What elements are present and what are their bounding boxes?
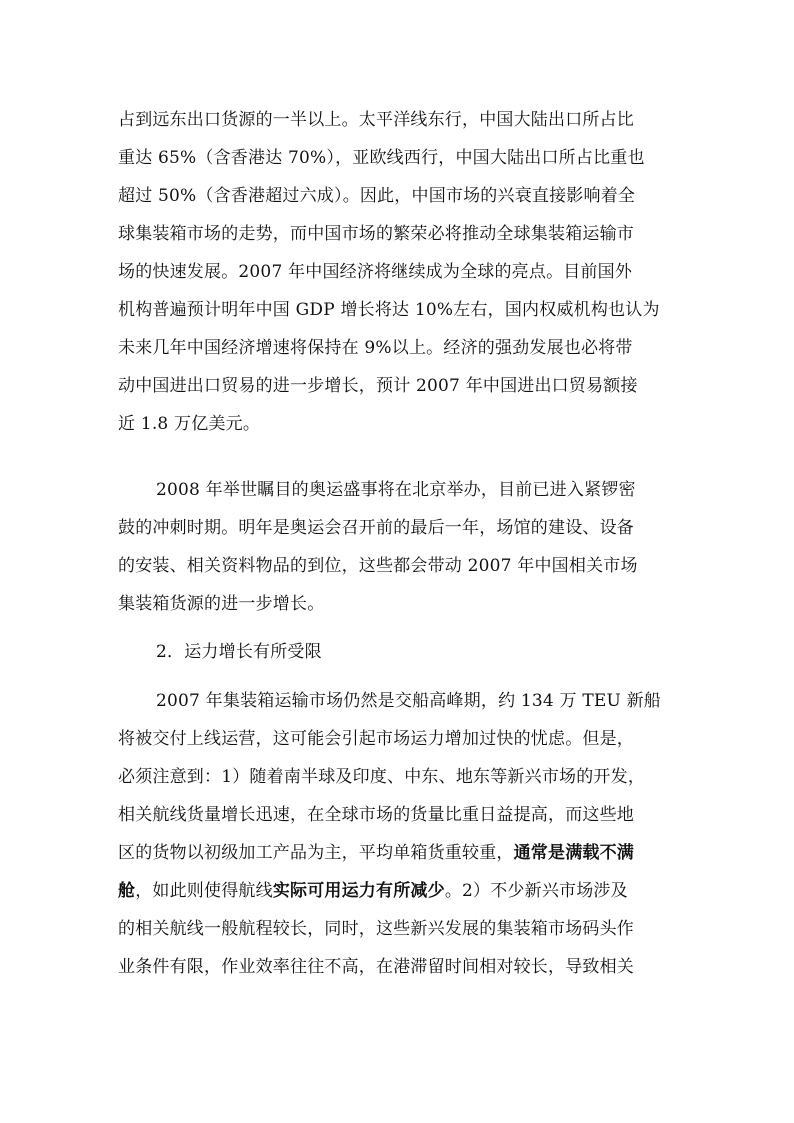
emphasis-text: 舱 (118, 881, 136, 901)
section-heading: 2．运力增长有所受限 (156, 642, 322, 662)
paragraph-2-line: 2008 年举世瞩目的奥运盛事将在北京举办，目前已进入紧锣密 (156, 480, 636, 500)
paragraph-1-line: 机构普遍预计明年中国 GDP 增长将达 10%左右，国内权威机构也认为 (118, 300, 660, 320)
paragraph-3-line: 必须注意到：1）随着南半球及印度、中东、地东等新兴市场的开发， (118, 767, 646, 787)
paragraph-1-line: 动中国进出口贸易的进一步增长，预计 2007 年中国进出口贸易额接 (118, 376, 638, 396)
emphasis-text: 实际可用运力有所减少 (272, 881, 445, 901)
paragraph-1-line: 场的快速发展。2007 年中国经济将继续成为全球的亮点。目前国外 (118, 262, 633, 282)
paragraph-1-line: 近 1.8 万亿美元。 (118, 414, 261, 434)
paragraph-1-line: 球集装箱市场的走势，而中国市场的繁荣必将推动全球集装箱运输市 (118, 224, 634, 244)
paragraph-1-line: 超过 50%（含香港超过六成）。因此，中国市场的兴衰直接影响着全 (118, 186, 636, 206)
emphasis-text: 通常是满载不满 (513, 843, 635, 863)
body-text: 区的货物以初级加工产品为主，平均单箱货重较重， (118, 843, 514, 863)
paragraph-1-line: 未来几年中国经济增速将保持在 9%以上。经济的强劲发展也必将带 (118, 338, 633, 358)
paragraph-2-line: 集装箱货源的进一步增长。 (118, 594, 325, 614)
paragraph-3-line: 将被交付上线运营，这可能会引起市场运力增加过快的忧虑。但是， (118, 729, 634, 749)
paragraph-3-line: 的相关航线一般航程较长，同时，这些新兴发展的集装箱市场码头作 (118, 919, 634, 939)
paragraph-3-line: 相关航线货量增长迅速，在全球市场的货量比重日益提高，而这些地 (118, 805, 634, 825)
paragraph-2-line: 鼓的冲刺时期。明年是奥运会召开前的最后一年，场馆的建设、设备 (118, 518, 634, 538)
body-text: 。2）不少新兴市场涉及 (444, 881, 628, 901)
paragraph-3-line (118, 838, 678, 868)
paragraph-1-line: 占到远东出口货源的一半以上。太平洋线东行，中国大陆出口所占比 (118, 110, 634, 130)
paragraph-1-line: 重达 65%（含香港达 70%），亚欧线西行，中国大陆出口所占比重也 (118, 148, 645, 168)
paragraph-2-line: 的安装、相关资料物品的到位，这些都会带动 2007 年中国相关市场 (118, 556, 638, 576)
paragraph-3-line (118, 876, 678, 906)
paragraph-3-line: 2007 年集装箱运输市场仍然是交船高峰期，约 134 万 TEU 新船 (156, 691, 662, 711)
paragraph-3-line: 业条件有限，作业效率往往不高，在港滞留时间相对较长，导致相关 (118, 957, 634, 977)
body-text: ，如此则使得航线 (135, 881, 273, 901)
